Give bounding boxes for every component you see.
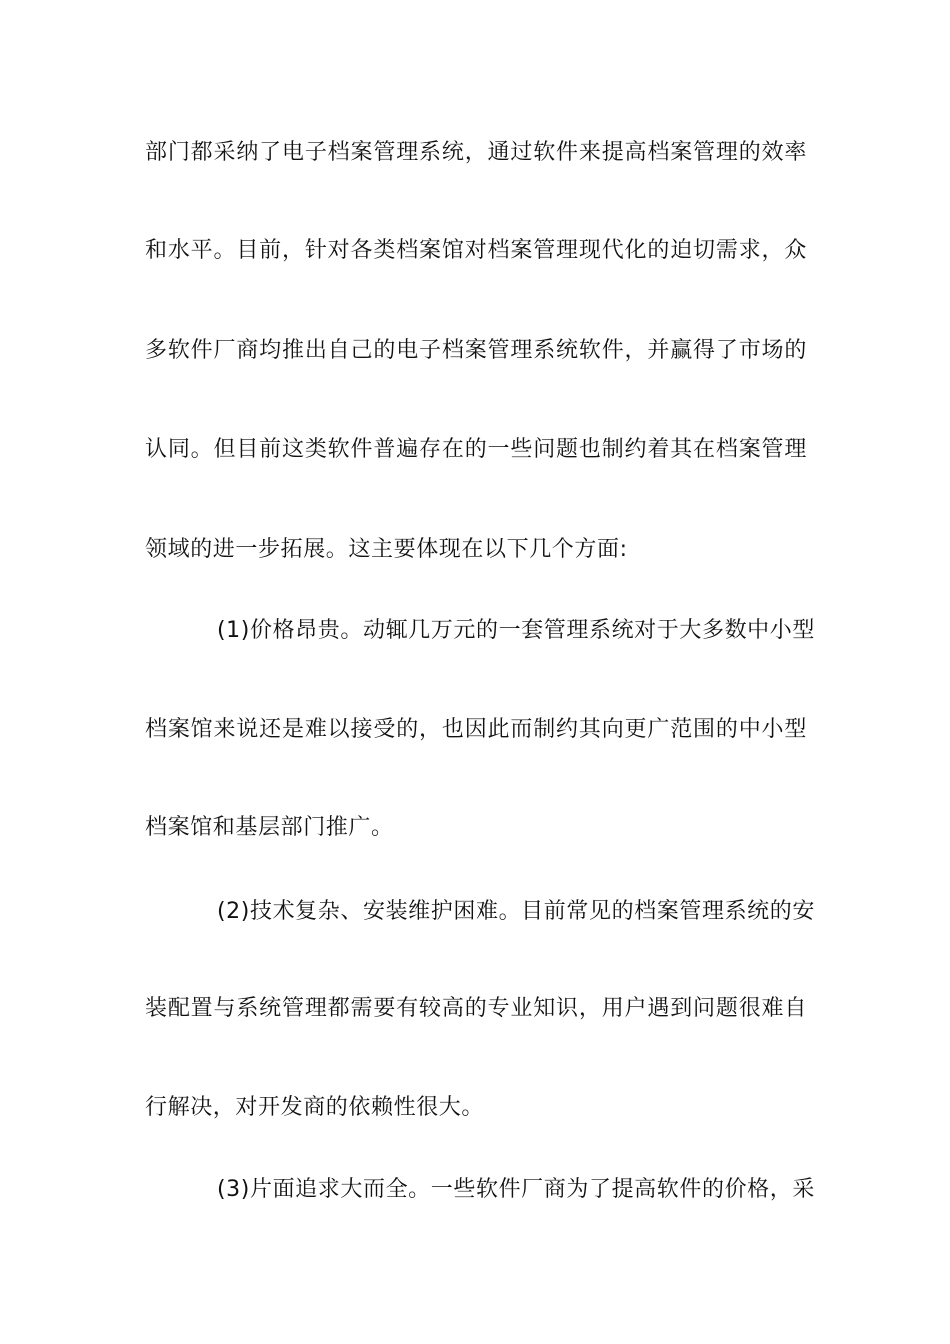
paragraph-line: 和水平。目前，针对各类档案馆对档案管理现代化的迫切需求，众 [145,238,807,263]
list-item-line: (3)片面追求大而全。一些软件厂商为了提高软件的价格，采 [217,1177,815,1202]
paragraph-line: 档案馆和基层部门推广。 [145,815,394,840]
paragraph-line: 部门都采纳了电子档案管理系统，通过软件来提高档案管理的效率 [145,140,807,165]
list-item-line: (2)技术复杂、安装维护困难。目前常见的档案管理系统的安 [217,899,815,924]
paragraph-line: 行解决，对开发商的依赖性很大。 [145,1095,485,1120]
paragraph-line: 多软件厂商均推出自己的电子档案管理系统软件，并赢得了市场的 [145,338,807,363]
list-item-line: (1)价格昂贵。动辄几万元的一套管理系统对于大多数中小型 [217,618,815,643]
paragraph-line: 装配置与系统管理都需要有较高的专业知识，用户遇到问题很难自 [145,996,807,1021]
paragraph-line: 领域的进一步拓展。这主要体现在以下几个方面: [145,537,628,562]
paragraph-line: 档案馆来说还是难以接受的，也因此而制约其向更广范围的中小型 [145,717,807,742]
paragraph-line: 认同。但目前这类软件普遍存在的一些问题也制约着其在档案管理 [145,437,807,462]
